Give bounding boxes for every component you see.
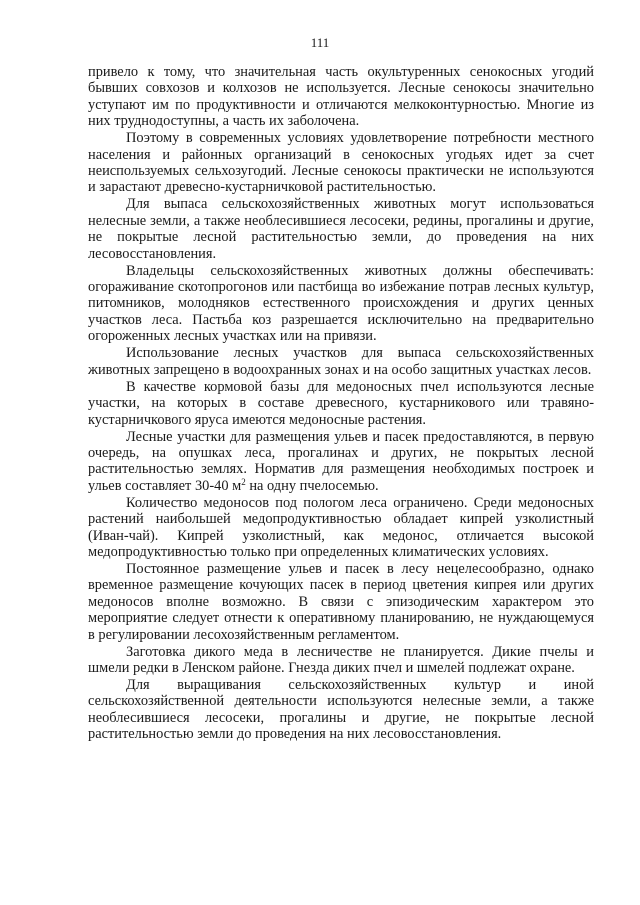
paragraph-apiary-norm xyxy=(88,429,594,495)
paragraph: Заготовка дикого меда в лесничестве не планируется. Дикие пчелы и шмели редки в Ленском районе. Гнезда диких пчел и шмелей подлежат охране. xyxy=(88,643,594,676)
paragraph: Владельцы сельскохозяйственных животных должны обеспечивать: огораживание скотопрогонов или пастбища во избежание потрав лесных культур, питомников, молодняков естественного происхождения и других ценных участков леса. Пастьба коз разрешается исключительно на предварительно огороженных лесных участках или на привязи. xyxy=(88,262,594,345)
page-number: 111 xyxy=(310,35,330,50)
square-meter-superscript: 2 xyxy=(241,476,246,487)
paragraph: Поэтому в современных условиях удовлетворение потребности местного населения и районных организаций в сенокосных угодьях идет за счет неиспользуемых сельхозугодий. Лесные сенокосы практически не используются и зарастают древесно-кустарничковой растительностью. xyxy=(88,130,594,196)
paragraph: Для выращивания сельскохозяйственных культур и иной сельскохозяйственной деятельности используются нелесные земли, а также необлесившиеся лесосеки, прогалины и другие, не покрытые лесной растительностью земли до проведения на них лесовосстановления. xyxy=(88,676,594,743)
paragraph: Постоянное размещение ульев и пасек в лесу нецелесообразно, однако временное размещение кочующих пасек в период цветения кипрея или других медоносов вполне возможно. В связи с эпизодическим характером это мероприятие следует отнести к оперативному планированию, не нуждающемуся в регулировании лесохозяйственным регламентом. xyxy=(88,560,594,643)
paragraph: Использование лесных участков для выпаса сельскохозяйственных животных запрещено в водоохранных зонах и на особо защитных участках лесов. xyxy=(88,345,594,378)
paragraph: Для выпаса сельскохозяйственных животных могут использоваться нелесные земли, а также необлесившиеся лесосеки, редины, прогалины и другие, не покрытые лесной растительностью земли, до проведения на них лесовосстановления. xyxy=(88,196,594,262)
paragraph-continued: привело к тому, что значительная часть окультуренных сенокосных угодий бывших совхозов и колхозов не используется. Лесные сенокосы значительно уступают им по продуктивности и отличаются мелкоконтурностью. Многие из них труднодоступны, а часть их заболочена. xyxy=(88,64,594,130)
paragraph: Количество медоносов под пологом леса ограничено. Среди медоносных растений наибольшей медопродуктивностью обладает кипрей узколистный (Иван-чай). Кипрей узколистный, как медонос, отличается высокой медопродуктивностью только при определенных климатических условиях. xyxy=(88,494,594,560)
body-text xyxy=(88,64,594,743)
paragraph-text: на одну пчелосемью. xyxy=(245,477,379,494)
paragraph-text: Лесные участки для размещения ульев и пасек предоставляются, в первую очередь, на опушках леса, прогалинах и других, не покрытых лесной растительностью землях. Норматив для размещения необходимых построек и ульев составляет 30-40 м xyxy=(88,428,594,494)
paragraph: В качестве кормовой базы для медоносных пчел используются лесные участки, на которых в составе древесного, кустарникового или травяно-кустарничкового яруса имеются медоносные растения. xyxy=(88,378,594,428)
